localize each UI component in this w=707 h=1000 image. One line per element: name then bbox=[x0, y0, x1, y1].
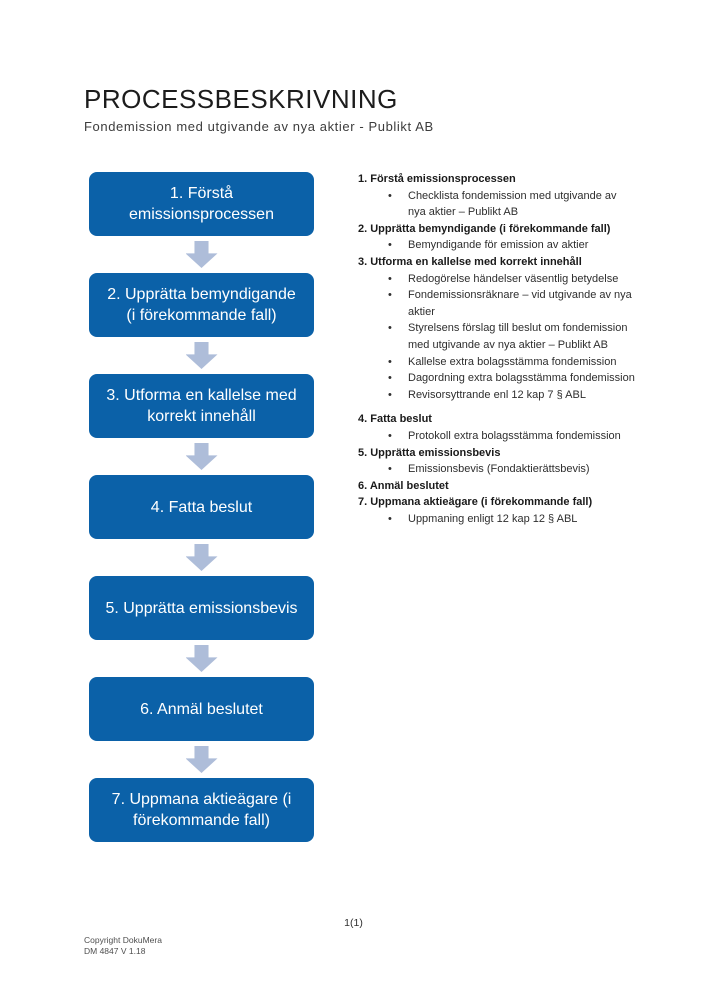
outline-bullet: • Revisorsyttrande enl 12 kap 7 § ABL bbox=[358, 387, 635, 404]
outline-bullet: • Bemyndigande för emission av aktier bbox=[358, 237, 635, 254]
page-title: PROCESSBESKRIVNING bbox=[84, 84, 398, 114]
outline-section-3-title: 3. Utforma en kallelse med korrekt innehåll bbox=[358, 255, 582, 268]
outline-bullet: • Checklista fondemission med utgivande av nya aktier – Publikt AB bbox=[358, 188, 635, 221]
outline-bullet: • Styrelsens förslag till beslut om fondemission med utgivande av nya aktier – Publikt AB bbox=[358, 320, 635, 353]
flow-arrow-1 bbox=[89, 236, 314, 273]
outline-section-4-list bbox=[358, 428, 658, 445]
outline-section-4 bbox=[358, 411, 658, 444]
flow-arrow-5 bbox=[89, 640, 314, 677]
document-footer bbox=[84, 935, 162, 957]
outline-section-5 bbox=[358, 445, 658, 478]
outline-section-1 bbox=[358, 171, 658, 221]
outline-bullet: • Redogörelse händelser väsentlig betydelse bbox=[358, 271, 635, 288]
outline-section-6-title: 6. Anmäl beslutet bbox=[358, 479, 449, 492]
outline-section-2-list bbox=[358, 237, 658, 254]
copyright-line: Copyright DokuMera bbox=[84, 935, 162, 945]
process-step-3-label: 3. Utforma en kallelse med korrekt innehåll bbox=[106, 387, 297, 425]
process-step-5-label: 5. Upprätta emissionsbevis bbox=[105, 599, 298, 617]
process-step-2 bbox=[89, 273, 314, 337]
outline-section-5-list bbox=[358, 461, 658, 478]
process-step-1 bbox=[89, 172, 314, 236]
flow-arrow-2 bbox=[89, 337, 314, 374]
outline-section-6 bbox=[358, 478, 658, 495]
page-number: 1(1) bbox=[344, 917, 363, 929]
arrow-down-icon bbox=[186, 342, 218, 369]
document-outline bbox=[358, 171, 658, 527]
outline-section-2 bbox=[358, 221, 658, 254]
outline-section-7 bbox=[358, 494, 658, 527]
outline-section-3-list bbox=[358, 271, 658, 404]
document-id-line: DM 4847 V 1.18 bbox=[84, 946, 146, 956]
process-step-7-label: 7. Uppmana aktieägare (i förekommande fall) bbox=[111, 791, 292, 829]
process-flowchart bbox=[89, 172, 314, 842]
outline-bullet: • Protokoll extra bolagsstämma fondemission bbox=[358, 428, 635, 445]
outline-bullet: • Dagordning extra bolagsstämma fondemission bbox=[358, 370, 635, 387]
arrow-down-icon bbox=[186, 645, 218, 672]
outline-bullet: • Uppmaning enligt 12 kap 12 § ABL bbox=[358, 511, 635, 528]
outline-section-2-title: 2. Upprätta bemyndigande (i förekommande fall) bbox=[358, 222, 611, 235]
arrow-down-icon bbox=[186, 544, 218, 571]
outline-section-4-title: 4. Fatta beslut bbox=[358, 413, 432, 426]
process-step-6-label: 6. Anmäl beslutet bbox=[140, 700, 263, 718]
outline-section-1-title: 1. Förstå emissionsprocessen bbox=[358, 173, 516, 185]
process-step-5 bbox=[89, 576, 314, 640]
outline-section-5-title: 5. Upprätta emissionsbevis bbox=[358, 446, 501, 459]
arrow-down-icon bbox=[186, 443, 218, 470]
flow-arrow-3 bbox=[89, 438, 314, 475]
process-step-7 bbox=[89, 778, 314, 842]
flow-arrow-6 bbox=[89, 741, 314, 778]
outline-bullet: • Emissionsbevis (Fondaktierättsbevis) bbox=[358, 461, 635, 478]
flow-arrow-4 bbox=[89, 539, 314, 576]
document-header bbox=[84, 84, 434, 134]
process-step-1-label: 1. Förstå emissionsprocessen bbox=[129, 185, 274, 223]
process-step-6 bbox=[89, 677, 314, 741]
process-step-2-label: 2. Upprätta bemyndigande (i förekommande fall) bbox=[107, 286, 296, 324]
arrow-down-icon bbox=[186, 241, 218, 268]
outline-section-1-list bbox=[358, 188, 658, 221]
process-step-3 bbox=[89, 374, 314, 438]
outline-section-7-list bbox=[358, 511, 658, 528]
process-step-4-label: 4. Fatta beslut bbox=[150, 498, 253, 516]
outline-bullet: • Kallelse extra bolagsstämma fondemission bbox=[358, 354, 635, 371]
arrow-down-icon bbox=[186, 746, 218, 773]
process-step-4 bbox=[89, 475, 314, 539]
outline-section-7-title: 7. Uppmana aktieägare (i förekommande fall) bbox=[358, 496, 593, 509]
page-subtitle: Fondemission med utgivande av nya aktier - Publikt AB bbox=[84, 119, 434, 134]
outline-bullet: • Fondemissionsräknare – vid utgivande av nya aktier bbox=[358, 287, 635, 320]
outline-section-3 bbox=[358, 254, 658, 403]
